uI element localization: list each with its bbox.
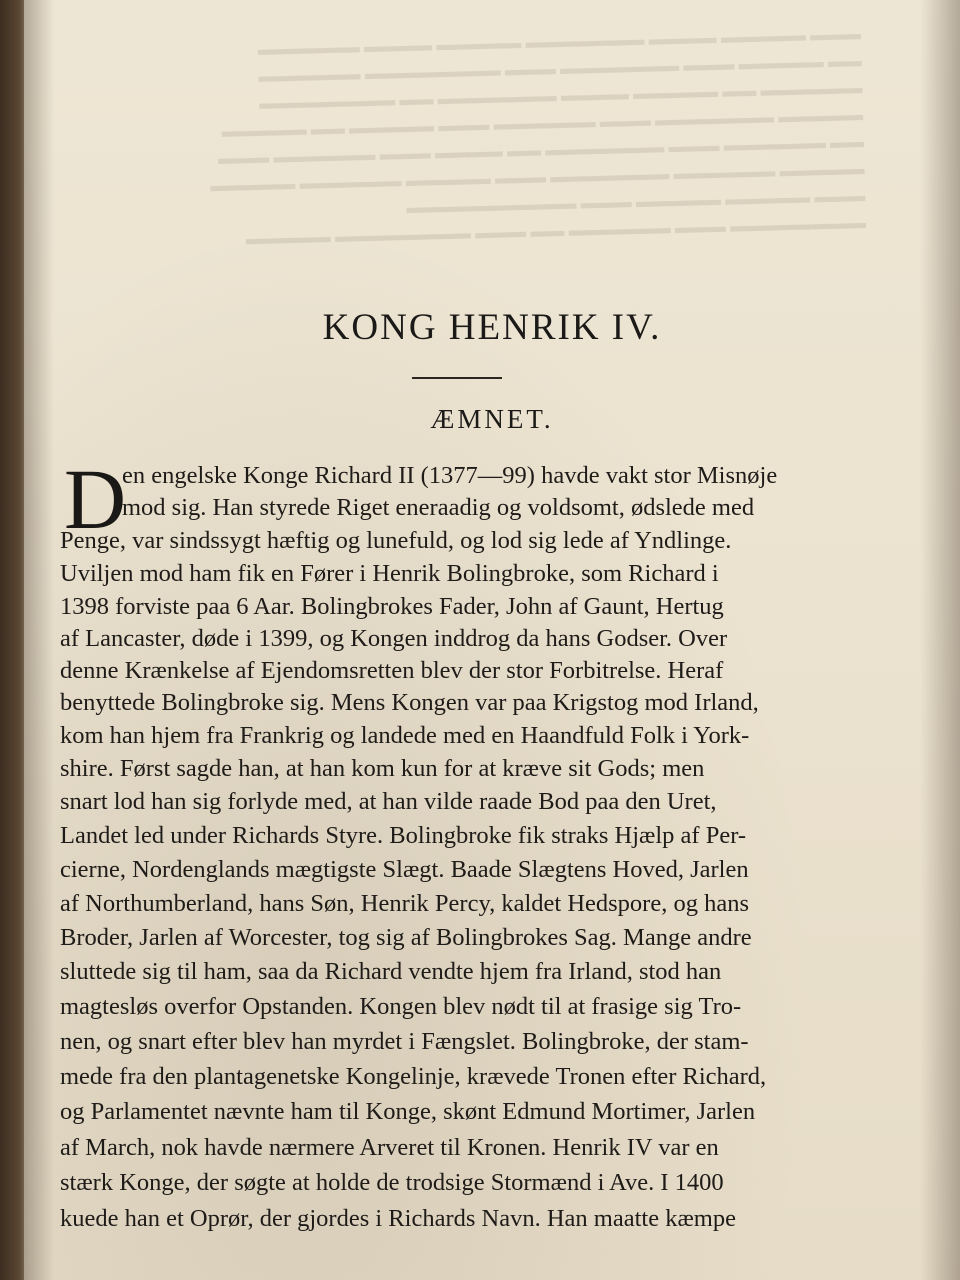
text-line: shire. Først sagde han, at han kom kun for at kræve sit Gods; men: [60, 755, 705, 782]
book-page: [24, 0, 960, 1280]
section-heading: ÆMNET.: [430, 404, 554, 434]
text-line: mede fra den plantagenetske Kongelinje, krævede Tronen efter Richard,: [60, 1063, 767, 1090]
text-line: snart lod han sig forlyde med, at han vilde raade Bod paa den Uret,: [60, 788, 717, 815]
text-line: Uviljen mod ham fik en Fører i Henrik Bolingbroke, som Richard i: [60, 560, 719, 587]
title-divider: [412, 377, 502, 379]
text-line: nen, og snart efter blev han myrdet i Fængslet. Bolingbroke, der stam-: [60, 1028, 749, 1055]
text-line: og Parlamentet nævnte ham til Konge, skønt Edmund Mortimer, Jarlen: [60, 1098, 756, 1125]
text-line: kuede han et Oprør, der gjordes i Richards Navn. Han maatte kæmpe: [60, 1205, 736, 1232]
text-line: af Lancaster, døde i 1399, og Kongen inddrog da hans Godser. Over: [60, 625, 728, 652]
text-line: magtesløs overfor Opstanden. Kongen blev nødt til at frasige sig Tro-: [60, 993, 742, 1020]
text-line: af March, nok havde nærmere Arveret til Kronen. Henrik IV var en: [60, 1134, 719, 1161]
text-line: stærk Konge, der søgte at holde de trodsige Stormænd i Ave. I 1400: [60, 1169, 724, 1196]
text-line: en engelske Konge Richard II (1377—99) havde vakt stor Misnøje: [122, 462, 778, 489]
show-through-text: ▬▬▬ ▬▬▬▬▬ ▬▬▬▬ ▬▬▬▬▬▬▬ ▬▬▬▬▬ ▬▬▬▬ ▬▬▬▬▬▬ ▬▬ ▬▬▬▬▬ ▬▬▬ ▬▬▬▬▬▬▬ ▬▬▬ ▬▬▬▬▬▬▬▬ ▬▬▬▬▬▬ ▬▬▬▬▬▬ ▬▬ ▬▬▬▬▬ ▬▬▬▬ ▬▬▬▬▬▬▬ ▬▬ ▬▬▬▬▬▬▬▬ ▬▬▬▬▬ ▬▬▬▬▬▬▬ ▬▬▬ ▬▬▬▬▬▬ ▬▬▬ ▬▬▬▬▬ ▬▬ ▬▬▬▬▬ ▬▬ ▬▬▬▬▬▬ ▬▬▬ ▬▬▬▬▬▬▬ ▬▬ ▬▬▬▬ ▬▬▬ ▬▬▬▬▬▬ ▬▬▬ ▬▬▬▬▬ ▬▬▬▬▬▬ ▬▬▬▬▬▬▬ ▬▬▬ ▬▬▬▬▬ ▬▬▬▬▬▬ ▬▬▬▬▬ ▬▬▬ ▬▬▬▬▬ ▬▬▬▬▬ ▬▬▬ ▬▬▬▬▬▬▬▬▬▬ ▬▬▬▬▬▬▬▬ ▬▬▬ ▬▬▬▬▬▬ ▬▬ ▬▬▬ ▬▬▬▬▬▬▬▬ ▬▬▬▬▬: [210, 24, 867, 249]
text-line: Landet led under Richards Styre. Bolingbroke fik straks Hjælp af Per-: [60, 822, 747, 849]
text-line: denne Krænkelse af Ejendomsretten blev der stor Forbitrelse. Heraf: [60, 657, 724, 684]
drop-cap: D: [64, 451, 127, 547]
text-line: 1398 forviste paa 6 Aar. Bolingbrokes Fader, John af Gaunt, Hertug: [60, 593, 724, 620]
text-line: Broder, Jarlen af Worcester, tog sig af Bolingbrokes Sag. Mange andre: [60, 924, 752, 951]
text-line: mod sig. Han styrede Riget eneraadig og voldsomt, ødslede med: [122, 494, 755, 521]
text-line: benyttede Bolingbroke sig. Mens Kongen var paa Krigstog mod Irland,: [60, 689, 759, 716]
text-line: Penge, var sindssygt hæftig og lunefuld, og lod sig lede af Yndlinge.: [60, 527, 732, 554]
text-line: kom han hjem fra Frankrig og landede med en Haandfuld Folk i York-: [60, 722, 750, 749]
text-line: sluttede sig til ham, saa da Richard vendte hjem fra Irland, stod han: [60, 958, 722, 985]
text-line: cierne, Nordenglands mægtigste Slægt. Baade Slægtens Hoved, Jarlen: [60, 856, 749, 883]
text-line: af Northumberland, hans Søn, Henrik Percy, kaldet Hedspore, og hans: [60, 890, 750, 917]
chapter-title: KONG HENRIK IV.: [322, 307, 662, 348]
